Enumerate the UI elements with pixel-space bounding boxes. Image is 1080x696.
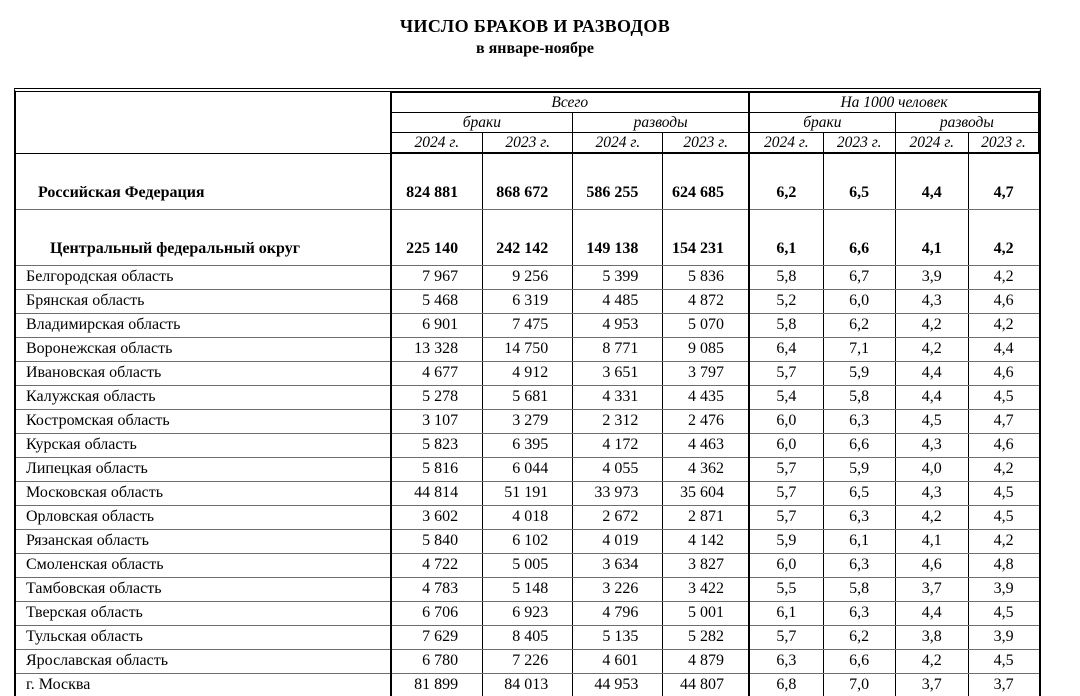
region-name: Орловская область bbox=[16, 505, 391, 529]
value-cell: 5,7 bbox=[749, 625, 823, 649]
region-name: Костромская область bbox=[16, 409, 391, 433]
value-cell: 6 102 bbox=[483, 529, 573, 553]
value-cell: 5,2 bbox=[749, 289, 823, 313]
value-cell: 4,2 bbox=[895, 649, 968, 673]
value-cell: 3,7 bbox=[895, 673, 968, 696]
value-cell: 3 279 bbox=[483, 409, 573, 433]
value-cell: 624 685 bbox=[663, 153, 749, 209]
header-marriages-rate: браки bbox=[749, 113, 895, 133]
value-cell: 5 468 bbox=[391, 289, 483, 313]
value-cell: 4 463 bbox=[663, 433, 749, 457]
value-cell: 5,8 bbox=[823, 385, 895, 409]
value-cell: 4 331 bbox=[573, 385, 663, 409]
value-cell: 6,8 bbox=[749, 673, 823, 696]
value-cell: 4,4 bbox=[895, 361, 968, 385]
value-cell: 13 328 bbox=[391, 337, 483, 361]
value-cell: 4,6 bbox=[895, 553, 968, 577]
value-cell: 6,2 bbox=[823, 313, 895, 337]
value-cell: 6,3 bbox=[823, 409, 895, 433]
value-cell: 6 780 bbox=[391, 649, 483, 673]
header-year: 2024 г. bbox=[895, 133, 968, 154]
value-cell: 3 634 bbox=[573, 553, 663, 577]
value-cell: 51 191 bbox=[483, 481, 573, 505]
region-name: Тульская область bbox=[16, 625, 391, 649]
value-cell: 3 827 bbox=[663, 553, 749, 577]
summary-row bbox=[16, 153, 1039, 209]
value-cell: 6 923 bbox=[483, 601, 573, 625]
value-cell: 5 005 bbox=[483, 553, 573, 577]
value-cell: 6,2 bbox=[749, 153, 823, 209]
value-cell: 5 135 bbox=[573, 625, 663, 649]
value-cell: 3,7 bbox=[968, 673, 1038, 696]
region-name: Ивановская область bbox=[16, 361, 391, 385]
value-cell: 5,9 bbox=[823, 457, 895, 481]
value-cell: 6,3 bbox=[823, 553, 895, 577]
value-cell: 5,7 bbox=[749, 457, 823, 481]
value-cell: 4,6 bbox=[968, 361, 1038, 385]
header-group-per-1000: На 1000 человек bbox=[749, 93, 1038, 113]
value-cell: 4,2 bbox=[968, 313, 1038, 337]
value-cell: 5 282 bbox=[663, 625, 749, 649]
table-row bbox=[16, 553, 1039, 577]
value-cell: 154 231 bbox=[663, 209, 749, 265]
header-group-total: Всего bbox=[391, 93, 750, 113]
value-cell: 6,1 bbox=[823, 529, 895, 553]
value-cell: 9 256 bbox=[483, 265, 573, 289]
value-cell: 3,9 bbox=[968, 625, 1038, 649]
table-row bbox=[16, 673, 1039, 696]
header-divorces-rate: разводы bbox=[895, 113, 1038, 133]
value-cell: 4,6 bbox=[968, 289, 1038, 313]
table-row bbox=[16, 409, 1039, 433]
value-cell: 4 172 bbox=[573, 433, 663, 457]
value-cell: 5 681 bbox=[483, 385, 573, 409]
value-cell: 4,2 bbox=[895, 337, 968, 361]
value-cell: 44 814 bbox=[391, 481, 483, 505]
value-cell: 6,6 bbox=[823, 209, 895, 265]
region-name: Владимирская область bbox=[16, 313, 391, 337]
value-cell: 6 044 bbox=[483, 457, 573, 481]
value-cell: 3 797 bbox=[663, 361, 749, 385]
summary-row bbox=[16, 209, 1039, 265]
header-year: 2024 г. bbox=[749, 133, 823, 154]
page-subtitle: в январе-ноябре bbox=[475, 40, 595, 57]
value-cell: 5,7 bbox=[749, 505, 823, 529]
value-cell: 7,1 bbox=[823, 337, 895, 361]
region-name: Тверская область bbox=[16, 601, 391, 625]
value-cell: 242 142 bbox=[483, 209, 573, 265]
value-cell: 4 872 bbox=[663, 289, 749, 313]
value-cell: 4 019 bbox=[573, 529, 663, 553]
value-cell: 4,5 bbox=[968, 649, 1038, 673]
header-year: 2024 г. bbox=[391, 133, 483, 154]
value-cell: 6,2 bbox=[823, 625, 895, 649]
value-cell: 5 840 bbox=[391, 529, 483, 553]
value-cell: 5 278 bbox=[391, 385, 483, 409]
header-year: 2024 г. bbox=[573, 133, 663, 154]
value-cell: 6,4 bbox=[749, 337, 823, 361]
region-name: Липецкая область bbox=[16, 457, 391, 481]
value-cell: 3 107 bbox=[391, 409, 483, 433]
value-cell: 5 399 bbox=[573, 265, 663, 289]
table-row bbox=[16, 313, 1039, 337]
value-cell: 3 226 bbox=[573, 577, 663, 601]
value-cell: 84 013 bbox=[483, 673, 573, 696]
table-body bbox=[16, 153, 1039, 696]
region-name: Российская Федерация bbox=[16, 153, 391, 209]
value-cell: 4,5 bbox=[968, 385, 1038, 409]
value-cell: 4 879 bbox=[663, 649, 749, 673]
region-name: Рязанская область bbox=[16, 529, 391, 553]
value-cell: 6 706 bbox=[391, 601, 483, 625]
value-cell: 2 312 bbox=[573, 409, 663, 433]
value-cell: 5,9 bbox=[823, 361, 895, 385]
value-cell: 2 476 bbox=[663, 409, 749, 433]
value-cell: 5 148 bbox=[483, 577, 573, 601]
value-cell: 6,0 bbox=[749, 553, 823, 577]
table-row bbox=[16, 361, 1039, 385]
value-cell: 7 629 bbox=[391, 625, 483, 649]
value-cell: 4,2 bbox=[895, 313, 968, 337]
value-cell: 4,4 bbox=[895, 153, 968, 209]
value-cell: 5,8 bbox=[749, 265, 823, 289]
value-cell: 6,6 bbox=[823, 649, 895, 673]
value-cell: 225 140 bbox=[391, 209, 483, 265]
value-cell: 4,2 bbox=[968, 209, 1038, 265]
value-cell: 8 405 bbox=[483, 625, 573, 649]
value-cell: 4 722 bbox=[391, 553, 483, 577]
value-cell: 8 771 bbox=[573, 337, 663, 361]
value-cell: 6,6 bbox=[823, 433, 895, 457]
value-cell: 6,1 bbox=[749, 209, 823, 265]
value-cell: 4 142 bbox=[663, 529, 749, 553]
value-cell: 5 070 bbox=[663, 313, 749, 337]
region-name: Воронежская область bbox=[16, 337, 391, 361]
value-cell: 3,7 bbox=[895, 577, 968, 601]
header-year: 2023 г. bbox=[968, 133, 1038, 154]
value-cell: 149 138 bbox=[573, 209, 663, 265]
table-row bbox=[16, 625, 1039, 649]
value-cell: 4 601 bbox=[573, 649, 663, 673]
value-cell: 6,0 bbox=[823, 289, 895, 313]
statistics-table-wrapper bbox=[14, 88, 1041, 696]
table-row bbox=[16, 529, 1039, 553]
marriages-divorces-table bbox=[16, 92, 1039, 696]
value-cell: 6,3 bbox=[823, 505, 895, 529]
value-cell: 4 362 bbox=[663, 457, 749, 481]
value-cell: 6,5 bbox=[823, 481, 895, 505]
value-cell: 4 796 bbox=[573, 601, 663, 625]
value-cell: 824 881 bbox=[391, 153, 483, 209]
value-cell: 4,3 bbox=[895, 289, 968, 313]
value-cell: 4,5 bbox=[895, 409, 968, 433]
value-cell: 35 604 bbox=[663, 481, 749, 505]
value-cell: 4,4 bbox=[895, 601, 968, 625]
header-region-corner bbox=[16, 93, 391, 154]
header-row-groups bbox=[16, 93, 1039, 113]
table-row bbox=[16, 577, 1039, 601]
value-cell: 4,2 bbox=[895, 505, 968, 529]
table-row bbox=[16, 457, 1039, 481]
value-cell: 5,4 bbox=[749, 385, 823, 409]
table-header bbox=[16, 93, 1039, 154]
value-cell: 5 823 bbox=[391, 433, 483, 457]
value-cell: 4,2 bbox=[968, 265, 1038, 289]
value-cell: 4,4 bbox=[895, 385, 968, 409]
value-cell: 4,1 bbox=[895, 209, 968, 265]
table-row bbox=[16, 649, 1039, 673]
value-cell: 6 395 bbox=[483, 433, 573, 457]
value-cell: 7 475 bbox=[483, 313, 573, 337]
value-cell: 4,4 bbox=[968, 337, 1038, 361]
region-name: Центральный федеральный округ bbox=[16, 209, 391, 265]
table-row bbox=[16, 289, 1039, 313]
value-cell: 7,0 bbox=[823, 673, 895, 696]
document-title-block bbox=[0, 16, 1070, 58]
header-year: 2023 г. bbox=[823, 133, 895, 154]
value-cell: 6,7 bbox=[823, 265, 895, 289]
value-cell: 14 750 bbox=[483, 337, 573, 361]
region-name: Ярославская область bbox=[16, 649, 391, 673]
value-cell: 4 783 bbox=[391, 577, 483, 601]
region-name: Курская область bbox=[16, 433, 391, 457]
header-year: 2023 г. bbox=[483, 133, 573, 154]
value-cell: 6 901 bbox=[391, 313, 483, 337]
value-cell: 4,7 bbox=[968, 153, 1038, 209]
value-cell: 2 672 bbox=[573, 505, 663, 529]
header-marriages-total: браки bbox=[391, 113, 573, 133]
region-name: Московская область bbox=[16, 481, 391, 505]
table-row bbox=[16, 265, 1039, 289]
value-cell: 4 912 bbox=[483, 361, 573, 385]
value-cell: 4,7 bbox=[968, 409, 1038, 433]
value-cell: 3,9 bbox=[895, 265, 968, 289]
value-cell: 5,5 bbox=[749, 577, 823, 601]
value-cell: 4,2 bbox=[968, 529, 1038, 553]
value-cell: 7 226 bbox=[483, 649, 573, 673]
value-cell: 44 807 bbox=[663, 673, 749, 696]
table-row bbox=[16, 337, 1039, 361]
value-cell: 4,3 bbox=[895, 433, 968, 457]
value-cell: 4 485 bbox=[573, 289, 663, 313]
value-cell: 6,0 bbox=[749, 409, 823, 433]
value-cell: 5 816 bbox=[391, 457, 483, 481]
value-cell: 33 973 bbox=[573, 481, 663, 505]
table-row bbox=[16, 385, 1039, 409]
region-name: г. Москва bbox=[16, 673, 391, 696]
value-cell: 6 319 bbox=[483, 289, 573, 313]
value-cell: 2 871 bbox=[663, 505, 749, 529]
value-cell: 5,8 bbox=[749, 313, 823, 337]
value-cell: 4,3 bbox=[895, 481, 968, 505]
value-cell: 44 953 bbox=[573, 673, 663, 696]
page-title: ЧИСЛО БРАКОВ И РАЗВОДОВ bbox=[399, 16, 671, 36]
value-cell: 5,7 bbox=[749, 361, 823, 385]
header-year: 2023 г. bbox=[663, 133, 749, 154]
table-row bbox=[16, 505, 1039, 529]
value-cell: 4 018 bbox=[483, 505, 573, 529]
value-cell: 4 435 bbox=[663, 385, 749, 409]
value-cell: 6,1 bbox=[749, 601, 823, 625]
value-cell: 3 422 bbox=[663, 577, 749, 601]
value-cell: 4,2 bbox=[968, 457, 1038, 481]
value-cell: 4,8 bbox=[968, 553, 1038, 577]
value-cell: 4,5 bbox=[968, 601, 1038, 625]
value-cell: 4,6 bbox=[968, 433, 1038, 457]
table-row bbox=[16, 433, 1039, 457]
region-name: Калужская область bbox=[16, 385, 391, 409]
value-cell: 5 836 bbox=[663, 265, 749, 289]
value-cell: 586 255 bbox=[573, 153, 663, 209]
value-cell: 6,0 bbox=[749, 433, 823, 457]
value-cell: 4,1 bbox=[895, 529, 968, 553]
value-cell: 6,5 bbox=[823, 153, 895, 209]
value-cell: 3,9 bbox=[968, 577, 1038, 601]
region-name: Тамбовская область bbox=[16, 577, 391, 601]
value-cell: 81 899 bbox=[391, 673, 483, 696]
header-divorces-total: разводы bbox=[573, 113, 749, 133]
value-cell: 6,3 bbox=[749, 649, 823, 673]
value-cell: 868 672 bbox=[483, 153, 573, 209]
region-name: Смоленская область bbox=[16, 553, 391, 577]
region-name: Белгородская область bbox=[16, 265, 391, 289]
value-cell: 4,5 bbox=[968, 481, 1038, 505]
value-cell: 3 602 bbox=[391, 505, 483, 529]
value-cell: 5 001 bbox=[663, 601, 749, 625]
value-cell: 3,8 bbox=[895, 625, 968, 649]
table-row bbox=[16, 601, 1039, 625]
table-row bbox=[16, 481, 1039, 505]
value-cell: 5,7 bbox=[749, 481, 823, 505]
value-cell: 3 651 bbox=[573, 361, 663, 385]
value-cell: 5,8 bbox=[823, 577, 895, 601]
region-name: Брянская область bbox=[16, 289, 391, 313]
value-cell: 4 055 bbox=[573, 457, 663, 481]
value-cell: 9 085 bbox=[663, 337, 749, 361]
value-cell: 4,0 bbox=[895, 457, 968, 481]
value-cell: 4,5 bbox=[968, 505, 1038, 529]
value-cell: 4 677 bbox=[391, 361, 483, 385]
value-cell: 6,3 bbox=[823, 601, 895, 625]
value-cell: 7 967 bbox=[391, 265, 483, 289]
value-cell: 5,9 bbox=[749, 529, 823, 553]
value-cell: 4 953 bbox=[573, 313, 663, 337]
